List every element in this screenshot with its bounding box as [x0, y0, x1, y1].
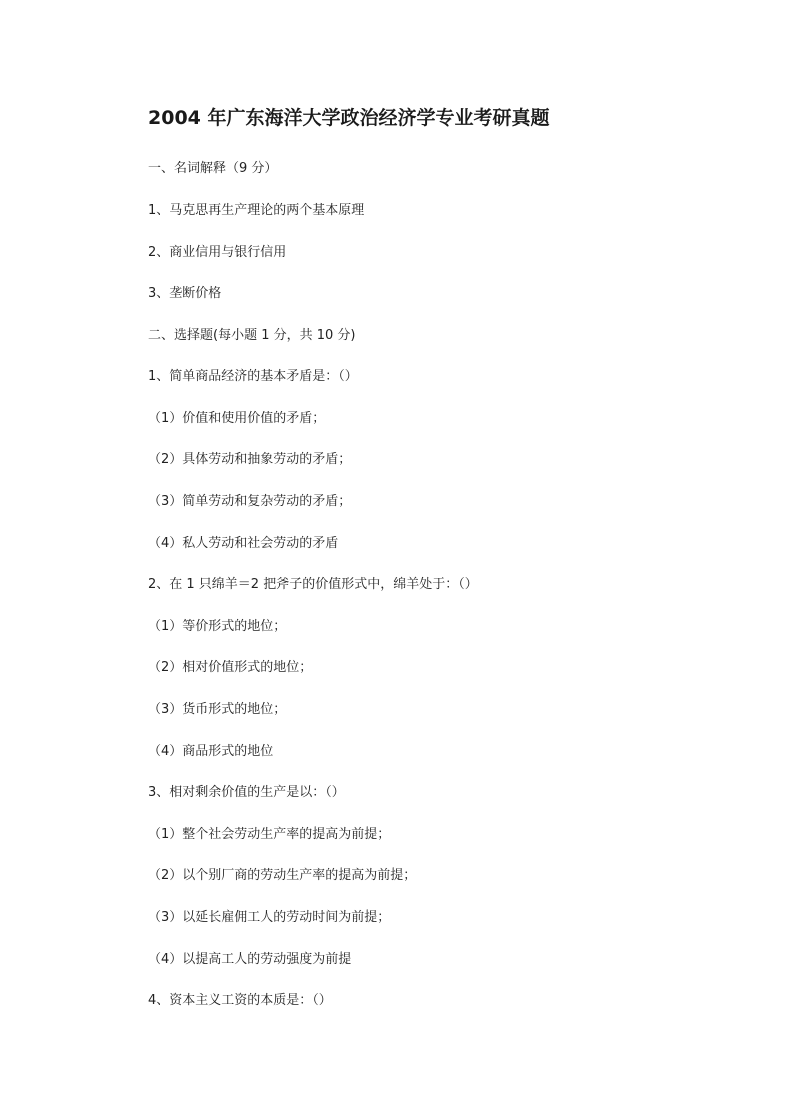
- question-line: 1、简单商品经济的基本矛盾是：（）: [148, 369, 358, 384]
- question-line: 2、在 1 只绵羊＝2 把斧子的价值形式中，绵羊处于：（）: [148, 577, 478, 592]
- document-title: 2004 年广东海洋大学政治经济学专业考研真题: [148, 107, 550, 129]
- question-line: 2、商业信用与银行信用: [148, 245, 287, 260]
- question-line: 3、相对剩余价值的生产是以：（）: [148, 785, 345, 800]
- section-heading-multiple-choice: 二、选择题(每小题 1 分，共 10 分): [148, 328, 356, 343]
- option-line: （4）商品形式的地位: [148, 744, 274, 759]
- section-heading-definitions: 一、名词解释（9 分）: [148, 161, 278, 176]
- option-line: （4）以提高工人的劳动强度为前提: [148, 952, 352, 967]
- option-line: （1）价值和使用价值的矛盾；: [148, 411, 326, 426]
- option-line: （3）简单劳动和复杂劳动的矛盾；: [148, 494, 352, 509]
- option-line: （4）私人劳动和社会劳动的矛盾: [148, 536, 339, 551]
- option-line: （1）等价形式的地位；: [148, 619, 287, 634]
- option-line: （2）以个别厂商的劳动生产率的提高为前提；: [148, 868, 417, 883]
- question-line: 1、马克思再生产理论的两个基本原理: [148, 203, 365, 218]
- option-line: （3）以延长雇佣工人的劳动时间为前提；: [148, 910, 391, 925]
- option-line: （2）相对价值形式的地位；: [148, 660, 313, 675]
- option-line: （2）具体劳动和抽象劳动的矛盾；: [148, 452, 352, 467]
- option-line: （3）货币形式的地位；: [148, 702, 287, 717]
- question-line: 3、垄断价格: [148, 286, 222, 301]
- option-line: （1）整个社会劳动生产率的提高为前提；: [148, 827, 391, 842]
- question-line: 4、资本主义工资的本质是：（）: [148, 993, 332, 1008]
